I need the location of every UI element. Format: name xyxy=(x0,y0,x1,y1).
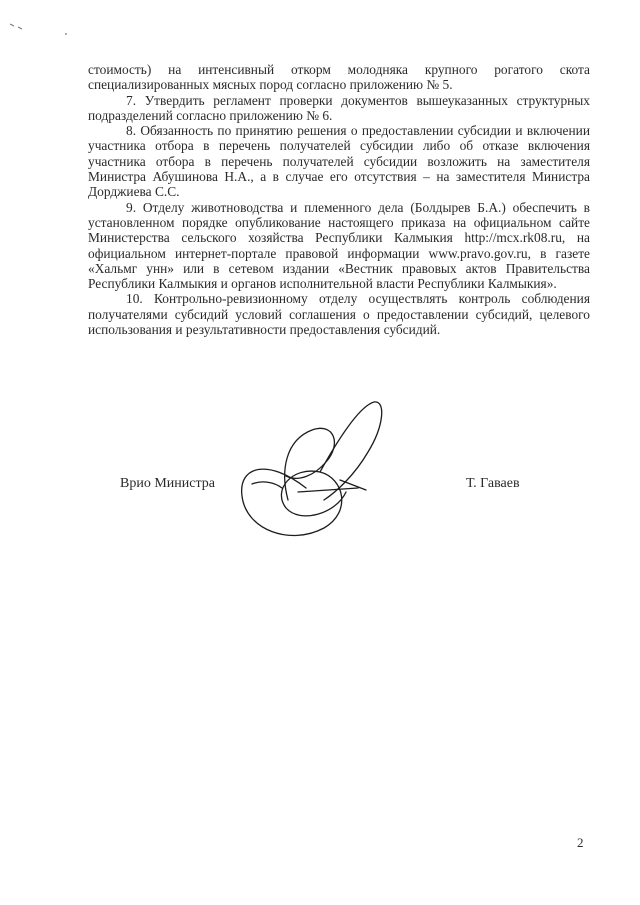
paragraph-7: 7. Утвердить регламент проверки документов вышеуказанных структурных подразделений согласно приложению № 6. xyxy=(88,92,590,123)
scan-specks xyxy=(0,0,80,40)
paragraph-9: 9. Отделу животноводства и племенного дела (Болдырев Б.А.) обеспечить в установленном порядке опубликование настоящего приказа на официальном сайте Министерства сельского хозяйства Республики Калмыкия http://mcx.rk08.ru, на официальном интернет-портале правовой информации www.pravo.gov.ru, в газете «Хальмг унн» или в сетевом издании «Вестник правовых актов Правительства Республики Калмыкия и органов исполнительной власти Республики Калмыкия». xyxy=(88,199,590,292)
paragraph-10: 10. Контрольно-ревизионному отделу осуществлять контроль соблюдения получателями субсидий условий соглашения о предоставлении субсидий, целевого использования и результативности предоставления субсидий. xyxy=(88,291,590,338)
page-number: 2 xyxy=(577,835,584,850)
signatory-title: Врио Министра xyxy=(120,476,215,491)
handwritten-signature xyxy=(228,396,398,546)
paragraph-8: 8. Обязанность по принятию решения о предоставлении субсидии и включении участника отбора в перечень получателей субсидии либо об отказе включения участника отбора в перечень получателей субсидии возложить на заместителя Министра Абушинова Н.А., а в случае его отсутствия – на заместителя Министра Дорджиева С.С. xyxy=(88,123,590,200)
signatory-name: Т. Гаваев xyxy=(466,476,520,491)
paragraph-continuation: стоимость) на интенсивный откорм молодняка крупного рогатого скота специализированных мясных пород согласно приложению № 5. xyxy=(88,62,590,93)
document-body xyxy=(88,62,590,337)
